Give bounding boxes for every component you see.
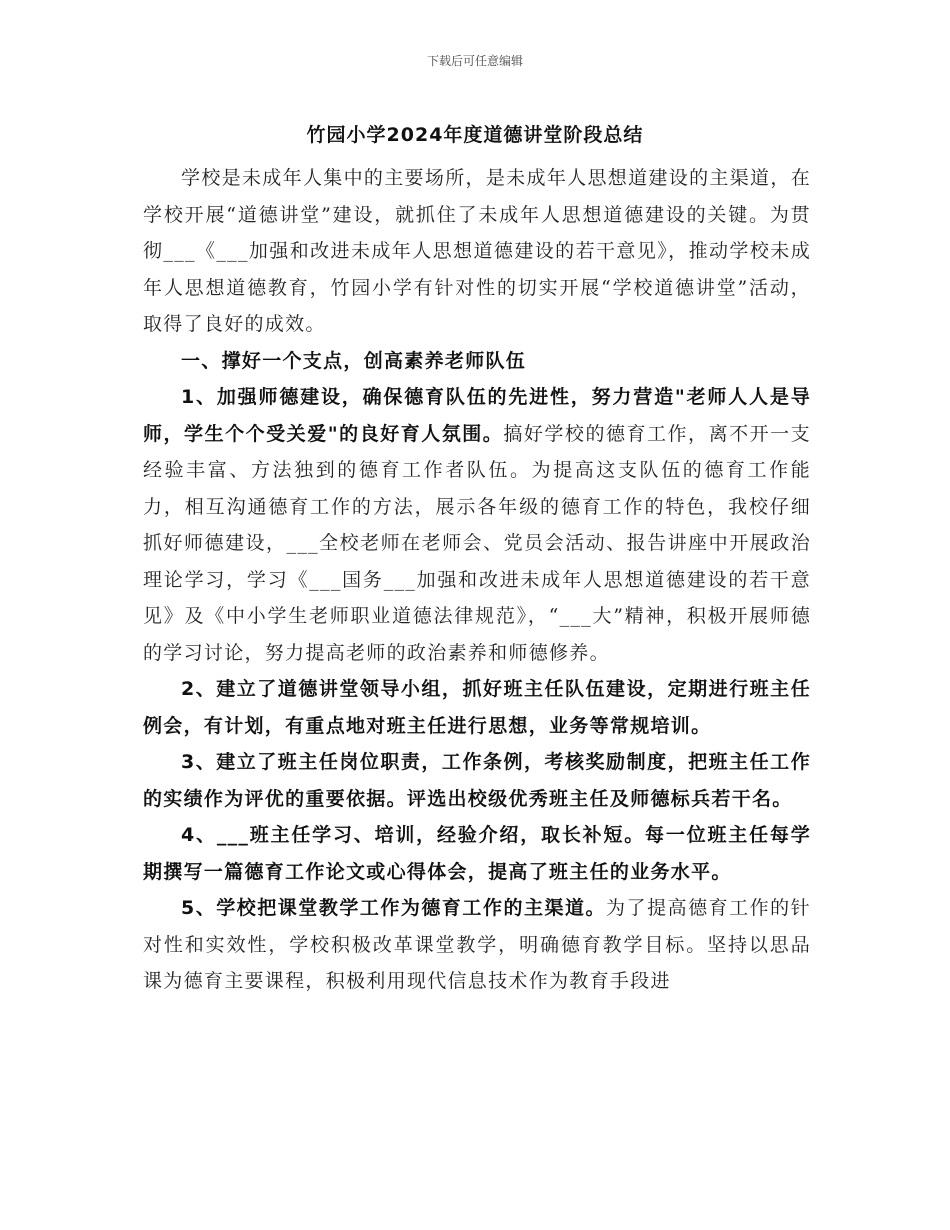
paragraph-text: 学校是未成年人集中的主要场所，是未成年人思想道建设的主渠道，在学校开展“道德讲堂”建设，就抓住了未成年人思想道德建设的关键。为贯彻___《___加强和改进未成年人思想道德建设的若干意见》，推动学校未成年人思想道德教育，竹园小学有针对性的切实开展“学校道德讲堂”活动，取得了良好的成效。 <box>143 167 811 335</box>
paragraph-lead: 2、建立了道德讲堂领导小组，抓好班主任队伍建设，定期进行班主任例会，有计划，有重点地对班主任进行思想，业务等常规培训。 <box>143 678 811 737</box>
paragraph-item-2 <box>143 671 811 744</box>
header-note: 下载后可任意编辑 <box>426 54 523 68</box>
document-title: 竹园小学2024年度道德讲堂阶段总结 <box>306 124 644 146</box>
paragraph-item-4 <box>143 817 811 890</box>
paragraph-item-5 <box>143 890 811 1000</box>
paragraph-lead: 5、学校把课堂教学工作为德育工作的主渠道。 <box>181 897 607 919</box>
paragraph-intro <box>143 160 811 343</box>
paragraph-lead: 一、撑好一个支点，创高素养老师队伍 <box>181 349 527 372</box>
paragraph-text: 为了提高德育工作的针对性和实效性，学校积极改革课堂教学，明确德育教学目标。坚持以思品课为德育主要课程，积极利用现代信息技术作为教育手段进 <box>143 897 811 992</box>
paragraph-lead: 4、___班主任学习、培训，经验介绍，取长补短。每一位班主任每学期撰写一篇德育工作论文或心得体会，提高了班主任的业务水平。 <box>143 824 811 883</box>
paragraph-item-3 <box>143 744 811 817</box>
paragraph-lead: 1、加强师德建设，确保德育队伍的先进性，努力营造"老师人人是导师，学生个个受关爱"的良好育人氛围。 <box>143 386 811 445</box>
paragraph-lead: 3、建立了班主任岗位职责，工作条例，考核奖励制度，把班主任工作的实绩作为评优的重要依据。评选出校级优秀班主任及师德标兵若干名。 <box>143 751 811 810</box>
paragraph-item-1 <box>143 379 811 671</box>
document-body <box>143 160 811 1000</box>
paragraph-text: 搞好学校的德育工作，离不开一支经验丰富、方法独到的德育工作者队伍。为提高这支队伍的德育工作能力，相互沟通德育工作的方法，展示各年级的德育工作的特色，我校仔细抓好师德建设，___全校老师在老师会、党员会活动、报告讲座中开展政治理论学习，学习《___国务___加强和改进未成年人思想道德建设的若干意见》及《中小学生老师职业道德法律规范》，“___大”精神，积极开展师德的学习讨论，努力提高老师的政治素养和师德修养。 <box>143 422 811 664</box>
section-heading <box>143 343 811 380</box>
